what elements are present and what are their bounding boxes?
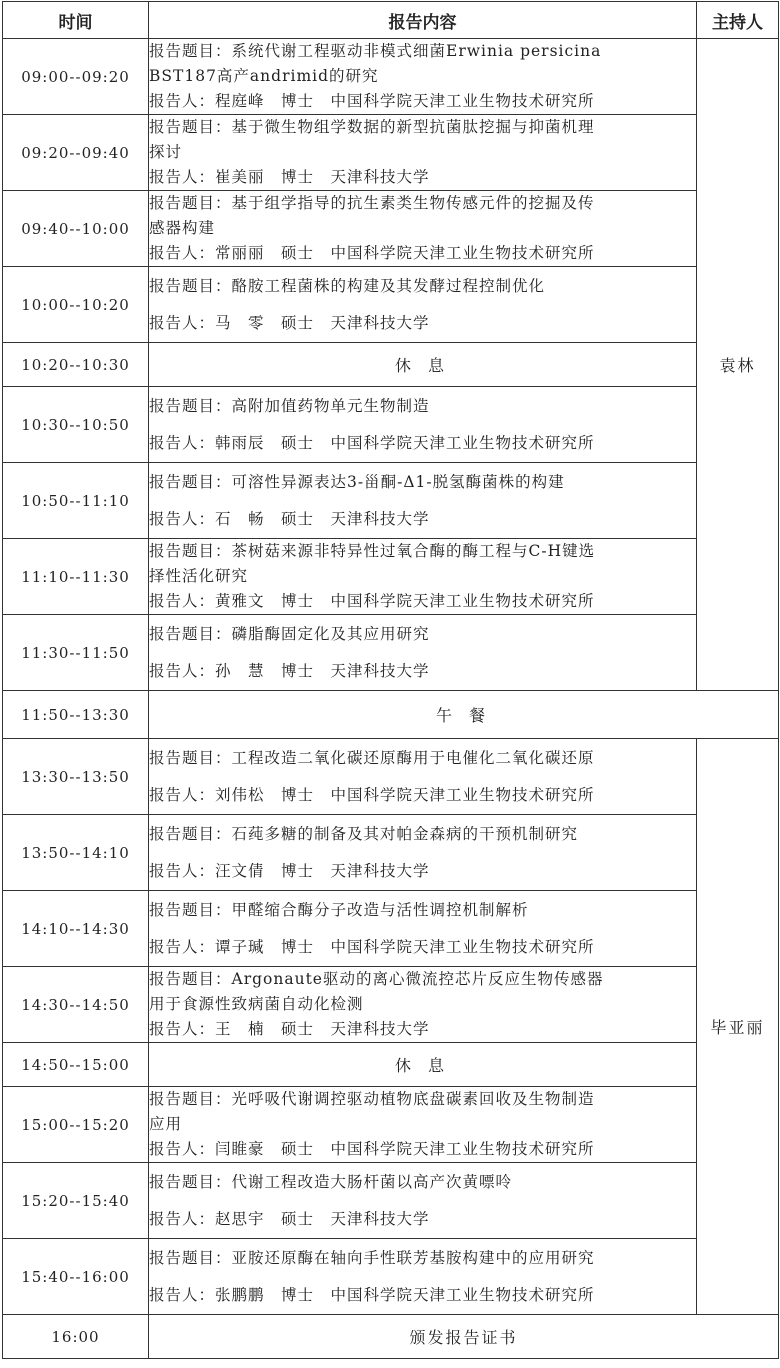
report-cell <box>149 115 697 191</box>
report-title <box>149 967 696 992</box>
title-line-1: 磷脂酶固定化及其应用研究 <box>231 624 430 643</box>
report-title <box>149 115 696 140</box>
host-afternoon: 毕亚丽 <box>697 739 779 1315</box>
speaker-line <box>149 935 696 960</box>
host-morning: 袁林 <box>697 39 779 691</box>
header-host: 主持人 <box>697 2 779 39</box>
title-line-1: 甲醛缩合酶分子改造与活性调控机制解析 <box>231 900 529 919</box>
speaker-prefix: 报告人： <box>149 785 216 804</box>
time-cell: 14:30--14:50 <box>3 967 149 1043</box>
time-cell: 11:30--11:50 <box>3 615 149 691</box>
table-row <box>3 1315 779 1359</box>
title-line-1: 酪胺工程菌株的构建及其发酵过程控制优化 <box>231 276 546 295</box>
table-row <box>3 739 779 815</box>
title-line-2: BST187高产andrimid的研究 <box>149 67 379 85</box>
time-cell: 13:50--14:10 <box>3 815 149 891</box>
time-cell: 14:50--15:00 <box>3 1043 149 1087</box>
title-line-2: 用于食源性致病菌自动化检测 <box>149 995 364 1013</box>
report-title <box>149 191 696 216</box>
speaker-prefix: 报告人： <box>149 1020 216 1038</box>
title-prefix: 报告题目： <box>149 748 232 767</box>
report-title <box>149 898 696 923</box>
time-cell: 15:40--16:00 <box>3 1239 149 1315</box>
report-cell <box>149 815 697 891</box>
speaker-info: 王 楠 硕士 天津科技大学 <box>215 1020 430 1038</box>
title-prefix: 报告题目： <box>149 396 232 415</box>
time-cell: 14:10--14:30 <box>3 891 149 967</box>
speaker-info: 韩雨辰 硕士 中国科学院天津工业生物技术研究所 <box>215 433 595 452</box>
speaker-prefix: 报告人： <box>149 1140 216 1158</box>
table-row <box>3 539 779 615</box>
speaker-line <box>149 165 696 190</box>
table-row <box>3 1163 779 1239</box>
time-cell: 15:20--15:40 <box>3 1163 149 1239</box>
speaker-line <box>149 859 696 884</box>
time-cell: 09:20--09:40 <box>3 115 149 191</box>
header-content: 报告内容 <box>149 2 697 39</box>
speaker-line <box>149 1207 696 1232</box>
header-time: 时间 <box>3 2 149 39</box>
title-prefix: 报告题目： <box>149 900 232 919</box>
report-cell <box>149 267 697 343</box>
report-title <box>149 470 696 495</box>
speaker-line <box>149 589 696 614</box>
speaker-info: 孙 慧 博士 天津科技大学 <box>215 661 430 680</box>
speaker-info: 赵思宇 硕士 天津科技大学 <box>215 1209 430 1228</box>
time-cell: 11:50--13:30 <box>3 691 149 739</box>
report-cell <box>149 1163 697 1239</box>
title-line-2: 探讨 <box>149 143 183 161</box>
speaker-line <box>149 783 696 808</box>
lunch-cell: 午 餐 <box>149 691 779 739</box>
report-cell <box>149 463 697 539</box>
speaker-prefix: 报告人： <box>149 1209 216 1228</box>
time-cell: 10:30--10:50 <box>3 387 149 463</box>
speaker-line <box>149 659 696 684</box>
title-prefix: 报告题目： <box>149 1172 232 1191</box>
report-cell <box>149 539 697 615</box>
time-cell: 09:00--09:20 <box>3 39 149 115</box>
table-row <box>3 463 779 539</box>
table-row <box>3 1043 779 1087</box>
table-row <box>3 191 779 267</box>
speaker-info: 刘伟松 博士 中国科学院天津工业生物技术研究所 <box>215 785 595 804</box>
table-row <box>3 967 779 1043</box>
speaker-prefix: 报告人： <box>149 244 216 262</box>
speaker-line <box>149 1137 696 1162</box>
title-line-1: 石莼多糖的制备及其对帕金森病的干预机制研究 <box>231 824 579 843</box>
title-line-1: 基于微生物组学数据的新型抗菌肽挖掘与抑菌机理 <box>231 118 595 136</box>
report-title <box>149 539 696 564</box>
title-line-2: 感器构建 <box>149 219 216 237</box>
report-title <box>149 394 696 419</box>
speaker-line <box>149 1283 696 1308</box>
table-row <box>3 891 779 967</box>
title-prefix: 报告题目： <box>149 42 232 60</box>
table-row <box>3 1087 779 1163</box>
speaker-info: 常丽丽 硕士 中国科学院天津工业生物技术研究所 <box>215 244 595 262</box>
speaker-prefix: 报告人： <box>149 861 216 880</box>
title-prefix: 报告题目： <box>149 824 232 843</box>
speaker-prefix: 报告人： <box>149 1285 216 1304</box>
speaker-prefix: 报告人： <box>149 509 216 528</box>
report-title <box>149 39 696 64</box>
title-prefix: 报告题目： <box>149 118 232 136</box>
title-line-1: 茶树菇来源非特异性过氧合酶的酶工程与C-H键选 <box>231 542 596 560</box>
title-line-1: 高附加值药物单元生物制造 <box>231 396 430 415</box>
speaker-info: 程庭峰 博士 中国科学院天津工业生物技术研究所 <box>215 92 595 110</box>
speaker-prefix: 报告人： <box>149 661 216 680</box>
speaker-info: 黄雅文 博士 中国科学院天津工业生物技术研究所 <box>215 592 595 610</box>
table-row <box>3 691 779 739</box>
speaker-prefix: 报告人： <box>149 592 216 610</box>
time-cell: 13:30--13:50 <box>3 739 149 815</box>
speaker-info: 谭子瑊 博士 中国科学院天津工业生物技术研究所 <box>215 937 595 956</box>
table-row <box>3 1239 779 1315</box>
speaker-prefix: 报告人： <box>149 168 216 186</box>
closing-cell: 颁发报告证书 <box>149 1315 779 1359</box>
title-prefix: 报告题目： <box>149 1248 232 1267</box>
title-prefix: 报告题目： <box>149 276 232 295</box>
report-title <box>149 1246 696 1271</box>
table-row <box>3 39 779 115</box>
speaker-line <box>149 431 696 456</box>
speaker-info: 崔美丽 博士 天津科技大学 <box>215 168 430 186</box>
report-cell <box>149 387 697 463</box>
speaker-line <box>149 241 696 266</box>
report-title <box>149 746 696 771</box>
title-prefix: 报告题目： <box>149 194 232 212</box>
title-prefix: 报告题目： <box>149 472 232 491</box>
title-line-1: Argonaute驱动的离心微流控芯片反应生物传感器 <box>231 970 604 988</box>
speaker-line <box>149 507 696 532</box>
break-cell: 休 息 <box>149 343 697 387</box>
report-cell <box>149 967 697 1043</box>
report-cell <box>149 1087 697 1163</box>
time-cell: 10:20--10:30 <box>3 343 149 387</box>
speaker-info: 张鹏鹏 博士 中国科学院天津工业生物技术研究所 <box>215 1285 595 1304</box>
time-cell: 15:00--15:20 <box>3 1087 149 1163</box>
speaker-line <box>149 1017 696 1042</box>
title-prefix: 报告题目： <box>149 1090 232 1108</box>
table-row <box>3 343 779 387</box>
title-line-2: 应用 <box>149 1115 183 1133</box>
report-title <box>149 1170 696 1195</box>
time-cell: 10:00--10:20 <box>3 267 149 343</box>
report-cell <box>149 615 697 691</box>
schedule-table <box>2 1 779 1359</box>
report-cell <box>149 191 697 267</box>
title-prefix: 报告题目： <box>149 542 232 560</box>
title-line-1: 可溶性异源表达3-甾酮-Δ1-脱氢酶菌株的构建 <box>231 472 565 491</box>
table-row <box>3 387 779 463</box>
table-row <box>3 267 779 343</box>
table-row <box>3 615 779 691</box>
report-title <box>149 274 696 299</box>
title-line-1: 基于组学指导的抗生素类生物传感元件的挖掘及传 <box>231 194 595 212</box>
speaker-line <box>149 311 696 336</box>
time-cell: 09:40--10:00 <box>3 191 149 267</box>
title-line-1: 亚胺还原酶在轴向手性联芳基胺构建中的应用研究 <box>231 1248 595 1267</box>
time-cell: 11:10--11:30 <box>3 539 149 615</box>
time-cell: 16:00 <box>3 1315 149 1359</box>
title-prefix: 报告题目： <box>149 970 232 988</box>
title-line-1: 光呼吸代谢调控驱动植物底盘碳素回收及生物制造 <box>231 1090 595 1108</box>
table-row <box>3 815 779 891</box>
speaker-info: 马 零 硕士 天津科技大学 <box>215 313 430 332</box>
title-line-1: 工程改造二氧化碳还原酶用于电催化二氧化碳还原 <box>231 748 595 767</box>
speaker-prefix: 报告人： <box>149 92 216 110</box>
title-line-2: 择性活化研究 <box>149 567 249 585</box>
report-title <box>149 822 696 847</box>
title-line-1: 代谢工程改造大肠杆菌以高产次黄嘌呤 <box>231 1172 513 1191</box>
report-cell <box>149 739 697 815</box>
speaker-prefix: 报告人： <box>149 937 216 956</box>
speaker-info: 闫睢豪 硕士 中国科学院天津工业生物技术研究所 <box>215 1140 595 1158</box>
speaker-prefix: 报告人： <box>149 313 216 332</box>
speaker-line <box>149 89 696 114</box>
title-line-1: 系统代谢工程驱动非模式细菌Erwinia persicina <box>231 42 602 60</box>
break-cell: 休 息 <box>149 1043 697 1087</box>
report-title <box>149 1087 696 1112</box>
speaker-info: 石 畅 硕士 天津科技大学 <box>215 509 430 528</box>
report-cell <box>149 1239 697 1315</box>
time-cell: 10:50--11:10 <box>3 463 149 539</box>
table-row <box>3 115 779 191</box>
report-cell <box>149 39 697 115</box>
report-cell <box>149 891 697 967</box>
title-prefix: 报告题目： <box>149 624 232 643</box>
speaker-info: 汪文倩 博士 天津科技大学 <box>215 861 430 880</box>
speaker-prefix: 报告人： <box>149 433 216 452</box>
report-title <box>149 622 696 647</box>
header-row <box>3 2 779 39</box>
